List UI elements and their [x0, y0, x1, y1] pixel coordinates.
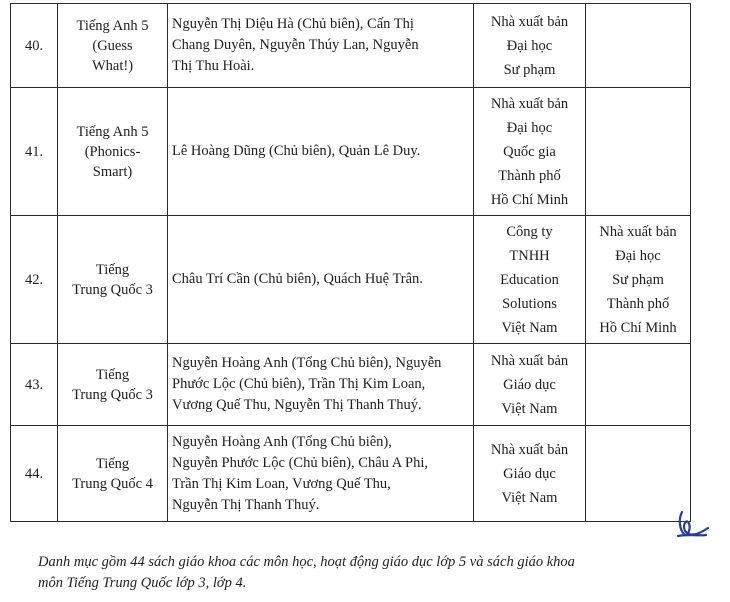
row-number: 41.: [11, 88, 58, 216]
row-number: 44.: [11, 426, 58, 522]
table-row: [11, 4, 691, 88]
publisher-line: Quốc gia: [503, 143, 556, 160]
book-publisher: [474, 4, 586, 88]
publisher-line: Đại học: [506, 37, 553, 54]
book-authors: [168, 344, 474, 426]
title-line: Tiếng: [95, 366, 130, 383]
table-caption: [38, 552, 698, 594]
publisher-line: Việt Nam: [501, 400, 558, 417]
title-line: Tiếng: [95, 261, 130, 278]
book-partner: [586, 216, 691, 344]
row-number: 40.: [11, 4, 58, 88]
table-body: [11, 4, 691, 522]
title-line: Trung Quốc 4: [72, 475, 153, 492]
partner-line: Thành phố: [606, 295, 670, 312]
author-line: Phước Lộc (Chủ biên), Trần Thị Kim Loan,: [172, 376, 426, 392]
caption-line: Danh mục gồm 44 sách giáo khoa các môn học, hoạt động giáo dục lớp 5 và sách giáo khoa: [38, 554, 575, 570]
textbook-table: [10, 3, 691, 522]
title-line: Tiếng: [95, 455, 130, 472]
publisher-line: Solutions: [502, 295, 557, 312]
book-authors: [168, 4, 474, 88]
author-line: Nguyễn Hoàng Anh (Tổng Chủ biên),: [172, 433, 392, 450]
publisher-line: Việt Nam: [501, 489, 558, 506]
publisher-line: Nhà xuất bản: [490, 13, 569, 30]
publisher-line: Nhà xuất bản: [490, 352, 569, 369]
title-line: Trung Quốc 3: [72, 281, 153, 298]
book-title: [58, 216, 168, 344]
book-authors: [168, 216, 474, 344]
title-line: Trung Quốc 3: [72, 386, 153, 403]
caption-line: môn Tiếng Trung Quốc lớp 3, lớp 4.: [38, 575, 247, 591]
title-line: Tiếng Anh 5: [76, 123, 149, 140]
publisher-line: Đại học: [506, 119, 553, 136]
row-number: 42.: [11, 216, 58, 344]
book-title: [58, 426, 168, 522]
book-authors: [168, 88, 474, 216]
publisher-line: Giáo dục: [503, 376, 556, 393]
table-row: [11, 88, 691, 216]
title-line: (Phonics-: [84, 143, 141, 160]
table-row: [11, 344, 691, 426]
partner-line: Sư phạm: [612, 271, 664, 288]
author-line: Lê Hoàng Dũng (Chủ biên), Quản Lê Duy.: [172, 143, 421, 159]
publisher-line: Việt Nam: [501, 319, 558, 336]
author-line: Nguyễn Thị Thanh Thuý.: [172, 496, 320, 513]
book-partner: [586, 4, 691, 88]
handwritten-signature: [672, 508, 712, 542]
signature-stroke: [678, 512, 708, 536]
author-line: Trần Thị Kim Loan, Vương Quế Thu,: [172, 475, 391, 492]
publisher-line: Education: [500, 271, 559, 288]
author-line: Chang Duyên, Nguyễn Thúy Lan, Nguyễn: [172, 37, 419, 53]
author-line: Nguyễn Hoàng Anh (Tổng Chủ biên), Nguyễn: [172, 355, 442, 371]
title-line: Smart): [92, 163, 133, 180]
partner-line: Hồ Chí Minh: [599, 319, 677, 336]
author-line: Châu Trí Cần (Chủ biên), Quách Huệ Trân.: [172, 271, 423, 287]
book-publisher: [474, 88, 586, 216]
table-row: [11, 216, 691, 344]
author-line: Thị Thu Hoài.: [172, 58, 255, 74]
author-line: Nguyễn Thị Diệu Hà (Chủ biên), Cấn Thị: [172, 16, 414, 32]
publisher-line: Giáo dục: [503, 465, 556, 482]
book-title: [58, 344, 168, 426]
publisher-line: Nhà xuất bản: [490, 95, 569, 112]
partner-line: Đại học: [615, 247, 661, 264]
book-partner: [586, 88, 691, 216]
author-line: Vương Quế Thu, Nguyễn Thị Thanh Thuý.: [172, 397, 422, 413]
title-line: Tiếng Anh 5: [76, 17, 149, 34]
title-line: What!): [91, 57, 134, 74]
book-authors: [168, 426, 474, 522]
book-publisher: [474, 426, 586, 522]
book-title: [58, 4, 168, 88]
row-number: 43.: [11, 344, 58, 426]
book-publisher: [474, 216, 586, 344]
publisher-line: Thành phố: [498, 167, 561, 184]
author-line: Nguyễn Phước Lộc (Chủ biên), Châu A Phi,: [172, 454, 428, 471]
book-publisher: [474, 344, 586, 426]
publisher-line: Hồ Chí Minh: [490, 191, 569, 208]
publisher-line: Sư phạm: [503, 61, 556, 78]
publisher-line: Công ty: [506, 223, 553, 240]
publisher-line: Nhà xuất bản: [490, 441, 569, 458]
book-title: [58, 88, 168, 216]
publisher-line: TNHH: [509, 247, 550, 264]
book-partner: [586, 344, 691, 426]
table-row: [11, 426, 691, 522]
partner-line: Nhà xuất bản: [599, 223, 677, 240]
title-line: (Guess: [92, 37, 133, 54]
